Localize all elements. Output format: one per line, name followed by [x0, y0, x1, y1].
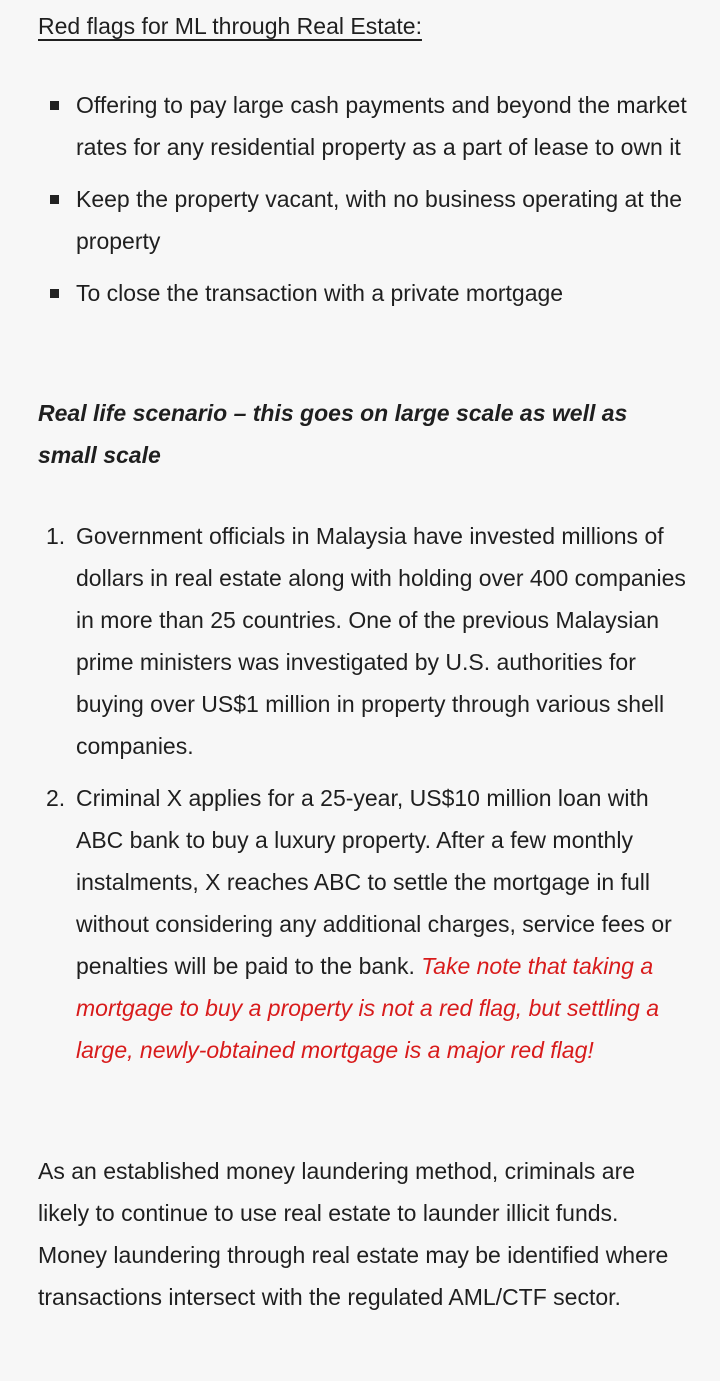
section-heading: Red flags for ML through Real Estate:	[38, 13, 422, 39]
list-item-text: Offering to pay large cash payments and beyond the market rates for any residential property as a part of lease to own it	[76, 92, 687, 160]
square-bullet-icon	[50, 195, 59, 204]
scenario-title: Real life scenario – this goes on large scale as well as small scale	[38, 400, 628, 468]
list-number: 2.	[46, 785, 66, 811]
list-item-text: To close the transaction with a private mortgage	[76, 280, 564, 306]
list-item-text: Keep the property vacant, with no business operating at the property	[76, 186, 683, 254]
red-flag-note: Take note that taking a mortgage to buy a property is not a red flag, but settling a large, newly-obtained mortgage is a major red flag!	[76, 953, 660, 1063]
list-item	[0, 777, 690, 1071]
square-bullet-icon	[50, 289, 59, 298]
closing-paragraph: As an established money laundering method, criminals are likely to continue to use real estate to launder illicit funds. Money laundering through real estate may be identified where transactions intersect with the regulated AML/CTF sector.	[38, 1158, 669, 1310]
list-item	[0, 84, 690, 168]
list-number: 1.	[46, 523, 66, 549]
scenario-list	[0, 515, 690, 1081]
list-item	[0, 515, 690, 767]
square-bullet-icon	[50, 101, 59, 110]
red-flags-list	[0, 84, 690, 324]
list-item	[0, 178, 690, 262]
list-item-text: Criminal X applies for a 25-year, US$10 million loan with ABC bank to buy a luxury property. After a few monthly instalments, X reaches ABC to settle the mortgage in full without considering any additional charges, service fees or penalties will be paid to the bank.	[76, 785, 672, 979]
list-item	[0, 272, 690, 314]
list-item-text: Government officials in Malaysia have invested millions of dollars in real estate along with holding over 400 companies in more than 25 countries. One of the previous Malaysian prime ministers was investigated by U.S. authorities for buying over US$1 million in property through various shell companies.	[76, 523, 686, 759]
